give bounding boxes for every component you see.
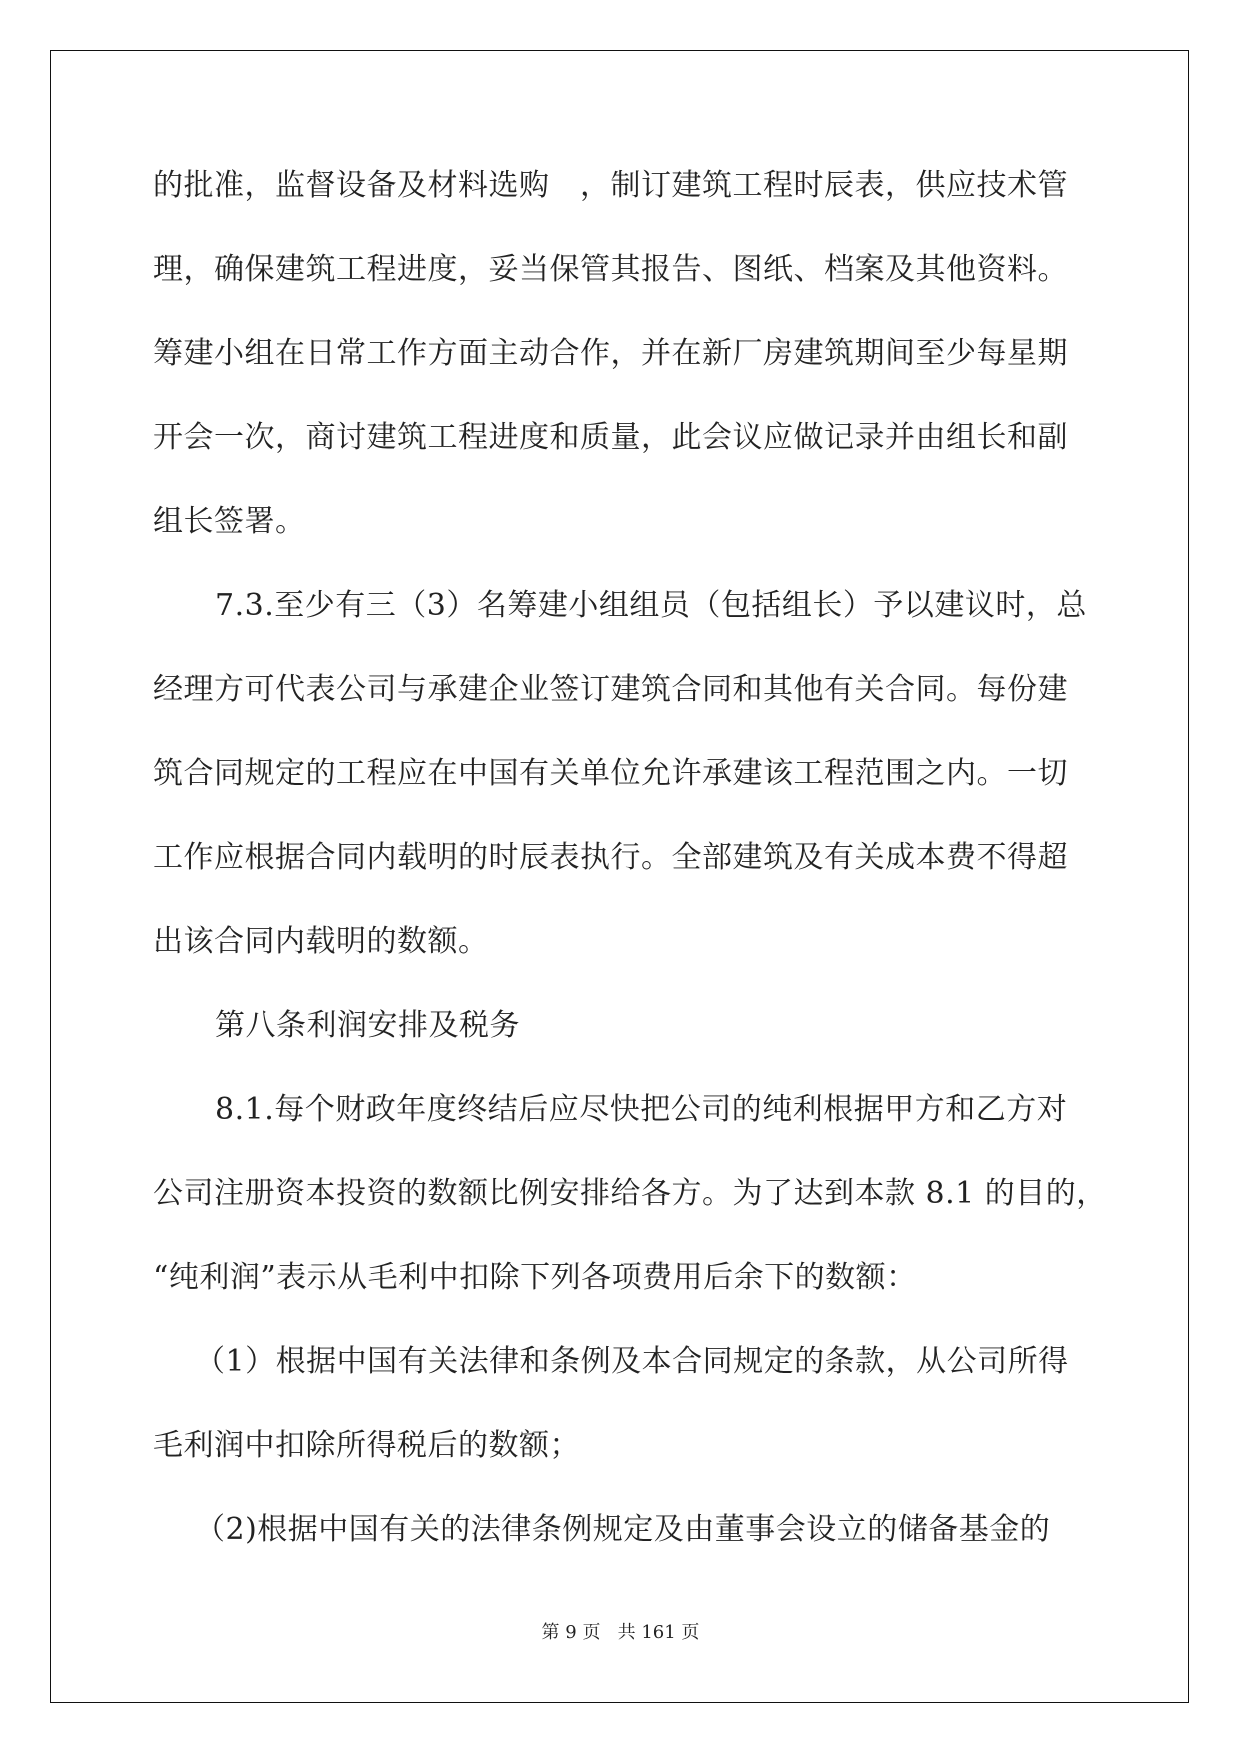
- text-line: 筹建小组在日常工作方面主动合作，并在新厂房建筑期间至少每星期: [153, 336, 1068, 371]
- text-line: 开会一次，商讨建筑工程进度和质量，此会议应做记录并由组长和副: [153, 420, 1068, 455]
- page-footer: [0, 1618, 1241, 1644]
- text-line: 公司注册资本投资的数额比例安排给各方。为了达到本款 8.1 的目的，: [153, 1176, 1107, 1211]
- text-line: 出该合同内载明的数额。: [153, 924, 489, 959]
- text-line: 筑合同规定的工程应在中国有关单位允许承建该工程范围之内。一切: [153, 756, 1068, 791]
- text-line: （2)根据中国有关的法律条例规定及由董事会设立的储备基金的: [195, 1512, 1051, 1547]
- text-line: 毛利润中扣除所得税后的数额；: [153, 1428, 580, 1463]
- text-line: 经理方可代表公司与承建企业签订建筑合同和其他有关合同。每份建: [153, 672, 1068, 707]
- page-total: 共 161 页: [617, 1622, 700, 1643]
- document-body: [153, 162, 1107, 1590]
- text-line: 组长签署。: [153, 504, 306, 539]
- text-line: 的批准，监督设备及材料选购 ，制订建筑工程时辰表，供应技术管: [153, 168, 1068, 203]
- text-line: 第八条利润安排及税务: [215, 1008, 520, 1043]
- page-number: 第 9 页: [541, 1622, 601, 1643]
- text-line: 理，确保建筑工程进度，妥当保管其报告、图纸、档案及其他资料。: [153, 252, 1068, 287]
- text-line: 8.1.每个财政年度终结后应尽快把公司的纯利根据甲方和乙方对: [215, 1092, 1068, 1127]
- text-line: 7.3.至少有三（3）名筹建小组组员（包括组长）予以建议时，总: [215, 588, 1087, 623]
- text-line: 工作应根据合同内载明的时辰表执行。全部建筑及有关成本费不得超: [153, 840, 1068, 875]
- text-line: “纯利润”表示从毛利中扣除下列各项费用后余下的数额：: [153, 1260, 917, 1295]
- text-line: （1）根据中国有关法律和条例及本合同规定的条款，从公司所得: [195, 1344, 1069, 1379]
- footer-separator: [600, 1622, 617, 1643]
